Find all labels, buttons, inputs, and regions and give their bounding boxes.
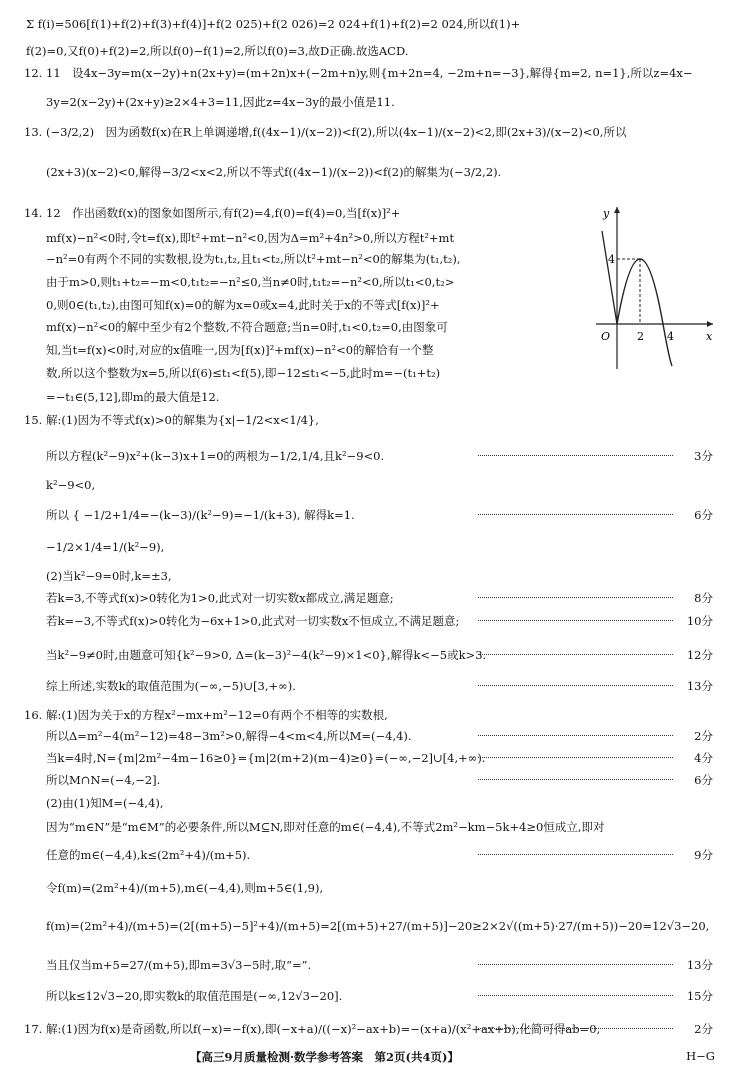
leader-dots [478,455,673,456]
answer-text: mf(x)−n²<0的解中至少有2个整数,不符合题意;当n=0时,t₁<0,t₂=0,由图象可 [46,320,448,334]
answer-text: (2x+3)(x−2)<0,解得−3/2<x<2,所以不等式f((4x−1)/(x−2))<f(2)的解集为(−3/2,2). [46,165,502,179]
footer-code: H−G [686,1049,715,1063]
y-axis-arrow-icon [614,207,620,213]
answer-text: 综上所述,实数k的取值范围为(−∞,−5)∪[3,+∞). [46,679,296,693]
leader-dots [478,757,673,758]
leader-dots [478,1028,673,1029]
y-tick-label: 4 [608,253,615,266]
question-number: 16. [24,708,43,722]
answer-text: 12 作出函数f(x)的图象如图所示,有f(2)=4,f(0)=f(4)=0,当[f(x)]²+ [46,206,401,220]
answer-text: 所以M∩N=(−4,−2]. [46,773,161,787]
score-points: 8分 [694,591,713,605]
answer-text: 所以 { −1/2+1/4=−(k−3)/(k²−9)=−1/(k+3), 解得k=1. [46,508,355,522]
answer-text: 因为“m∈N”是“m∈M”的必要条件,所以M⊆N,即对任意的m∈(−4,4),不等式2m²−km−5k+4≥0恒成立,即对 [46,820,605,834]
score-points: 2分 [694,1022,713,1036]
answer-text: 所以Δ=m²−4(m²−12)=48−3m²>0,解得−4<m<4,所以M=(−4,4). [46,729,412,743]
answer-text: f(2)=0,又f(0)+f(2)=2,所以f(0)−f(1)=2,所以f(0)=3,故D正确.故选ACD. [26,44,409,58]
leader-dots [478,597,673,598]
answer-text: 若k=−3,不等式f(x)>0转化为−6x+1>0,此式对一切实数x不恒成立,不满足题意; [46,614,460,628]
answer-text: 若k=3,不等式f(x)>0转化为1>0,此式对一切实数x都成立,满足题意; [46,591,394,605]
question-number: 14. [24,206,43,220]
question-number: 12. [24,66,43,80]
function-graph [596,203,716,371]
question-number: 17. [24,1022,43,1036]
answer-text: 解:(1)因为关于x的方程x²−mx+m²−12=0有两个不相等的实数根, [46,708,388,722]
score-points: 12分 [686,648,713,662]
answer-text: 所以k≤12√3−20,即实数k的取值范围是(−∞,12√3−20]. [46,989,343,1003]
answer-text: 令f(m)=(2m²+4)/(m+5),m∈(−4,4),则m+5∈(1,9), [46,881,324,895]
answer-text: 0,则0∈(t₁,t₂),由图可知f(x)=0的解为x=0或x=4,此时关于x的不等式[f(x)]²+ [46,298,440,312]
answer-text: 11 设4x−3y=m(x−2y)+n(2x+y)=(m+2n)x+(−2m+n)y,则{m+2n=4, −2m+n=−3},解得{m=2, n=1},所以z=4x− [46,66,693,80]
footer-title: 【高三9月质量检测·数学参考答案 第2页(共4页)】 [190,1050,459,1064]
answer-text: 当k=4时,N={m|2m²−4m−16≥0}={m|2(m+2)(m−4)≥0}=(−∞,−2]∪[4,+∞). [46,751,486,765]
x-tick-2-label: 2 [637,330,644,343]
parabola-curve [617,259,672,366]
answer-text: 当k²−9≠0时,由题意可知{k²−9>0, Δ=(k−3)²−4(k²−9)×1<0},解得k<−5或k>3. [46,648,487,662]
leader-dots [478,995,673,996]
answer-text: 解:(1)因为不等式f(x)>0的解集为{x|−1/2<x<1/4}, [46,413,319,427]
leader-dots [478,620,673,621]
answer-text: −n²=0有两个不同的实数根,设为t₁,t₂,且t₁<t₂,所以t²+mt−n²<0的解集为(t₁,t₂), [46,252,461,266]
answer-text: =−t₁∈(5,12],即m的最大值是12. [46,390,220,404]
answer-text: 解:(1)因为f(x)是奇函数,所以f(−x)=−f(x),即(−x+a)/((−x)²−ax+b)=−(x+a)/(x²+ax+b),化简可得ab=0, [46,1022,601,1036]
leader-dots [478,854,673,855]
score-points: 6分 [694,508,713,522]
answer-text: 任意的m∈(−4,4),k≤(2m²+4)/(m+5). [46,848,251,862]
answer-text: (2)由(1)知M=(−4,4), [46,796,164,810]
score-points: 9分 [694,848,713,862]
leader-dots [478,779,673,780]
y-axis-label: y [603,207,610,220]
answer-text: (−3/2,2) 因为函数f(x)在R上单调递增,f((4x−1)/(x−2))<f(2),所以(4x−1)/(x−2)<2,即(2x+3)/(x−2)<0,所以 [46,125,627,139]
question-number: 15. [24,413,43,427]
score-points: 13分 [686,679,713,693]
answer-text: Σ f(i)=506[f(1)+f(2)+f(3)+f(4)]+f(2 025)+f(2 026)=2 024+f(1)+f(2)=2 024,所以f(1)+ [26,17,521,31]
answer-text: f(m)=(2m²+4)/(m+5)=(2[(m+5)−5]²+4)/(m+5)=2[(m+5)+27/(m+5)]−20≥2×2√((m+5)·27/(m+5))−20=12√3−20, [46,919,710,933]
score-points: 4分 [694,751,713,765]
x-axis-label: x [706,330,713,343]
leader-dots [478,514,673,515]
left-line [602,231,617,324]
answer-text: (2)当k²−9=0时,k=±3, [46,569,172,583]
answer-text: 所以方程(k²−9)x²+(k−3)x+1=0的两根为−1/2,1/4,且k²−9<0. [46,449,385,463]
score-points: 2分 [694,729,713,743]
answer-text: 由于m>0,则t₁+t₂=−m<0,t₁t₂=−n²≤0,当n≠0时,t₁t₂=−n²<0,所以t₁<0,t₂> [46,275,455,289]
x-tick-4-label: 4 [667,330,674,343]
leader-dots [478,654,673,655]
answer-text: mf(x)−n²<0时,令t=f(x),即t²+mt−n²<0,因为Δ=m²+4n²>0,所以方程t²+mt [46,231,455,245]
score-points: 10分 [686,614,713,628]
answer-text: 3y=2(x−2y)+(2x+y)≥2×4+3=11,因此z=4x−3y的最小值是11. [46,95,395,109]
question-number: 13. [24,125,43,139]
answer-text: 当且仅当m+5=27/(m+5),即m=3√3−5时,取“=”. [46,958,312,972]
answer-text: k²−9<0, [46,478,96,492]
leader-dots [478,735,673,736]
score-points: 15分 [686,989,713,1003]
score-points: 6分 [694,773,713,787]
score-points: 13分 [686,958,713,972]
origin-label: O [601,330,611,343]
leader-dots [478,964,673,965]
leader-dots [478,685,673,686]
answer-text: −1/2×1/4=1/(k²−9), [46,540,165,554]
answer-text: 知,当t=f(x)<0时,对应的x值唯一,因为[f(x)]²+mf(x)−n²<0的解恰有一个整 [46,343,434,357]
answer-text: 数,所以这个整数为x=5,所以f(6)≤t₁<f(5),即−12≤t₁<−5,此时m=−(t₁+t₂) [46,366,441,380]
x-axis-arrow-icon [707,321,713,327]
score-points: 3分 [694,449,713,463]
